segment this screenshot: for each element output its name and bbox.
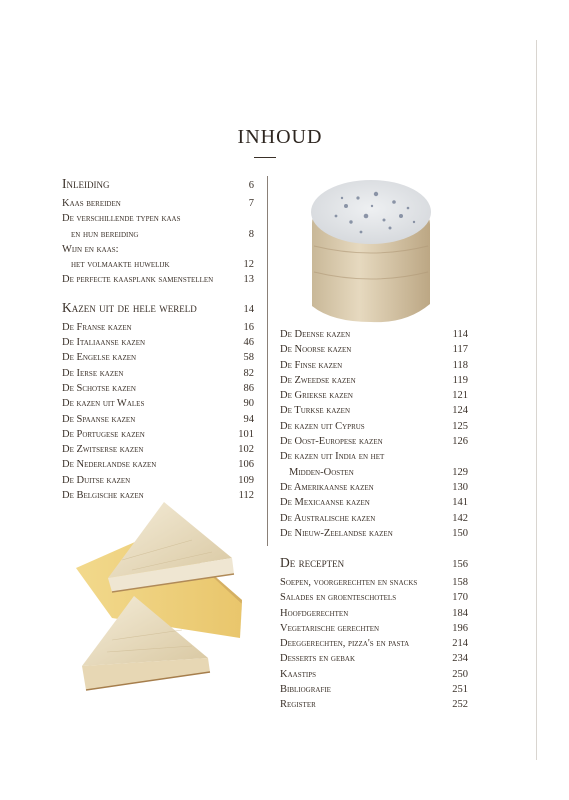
toc-entry-label: Vegetarische gerechten	[280, 622, 380, 634]
toc-entry[interactable]	[62, 366, 254, 381]
toc-entry[interactable]	[280, 697, 468, 712]
toc-entry[interactable]	[62, 473, 254, 488]
toc-entry-page: 141	[452, 497, 468, 509]
section-heading-inleiding[interactable]	[62, 175, 254, 195]
heading-page: 156	[452, 559, 468, 570]
toc-entry-label: De Duitse kazen	[62, 474, 131, 486]
toc-right-column	[280, 327, 468, 541]
toc-entry-page: 101	[238, 428, 254, 440]
toc-entry[interactable]	[280, 651, 468, 666]
toc-entry-page: 13	[243, 274, 254, 286]
toc-entry-page: 214	[452, 638, 468, 650]
toc-entry[interactable]	[280, 636, 468, 651]
toc-entry[interactable]	[280, 342, 468, 357]
toc-entry[interactable]	[62, 196, 254, 211]
toc-entry-label: De kazen uit Cyprus	[280, 420, 365, 432]
toc-entry-label: De verschillende typen kaas	[62, 213, 181, 225]
toc-entry[interactable]	[62, 350, 254, 365]
toc-entry-page: 184	[452, 607, 468, 619]
toc-entry-page: 114	[452, 329, 468, 340]
toc-entry-label: De Finse kazen	[280, 359, 343, 371]
toc-entry[interactable]	[280, 575, 468, 590]
toc-entry-page: 234	[452, 653, 468, 665]
toc-entry-label: Desserts en gebak	[280, 653, 356, 665]
toc-entry[interactable]	[62, 320, 254, 335]
toc-entry-page: 7	[248, 198, 254, 209]
toc-entry[interactable]	[62, 242, 254, 257]
heading-page: 6	[248, 180, 254, 191]
toc-entry-label: het volmaakte huwelijk	[71, 259, 170, 271]
toc-entry-label: De Griekse kazen	[280, 390, 353, 402]
toc-entry-label: De Oost-Europese kazen	[280, 436, 383, 448]
toc-entry-label: Hoofdgerechten	[280, 607, 349, 619]
toc-entry-page: 118	[452, 359, 468, 371]
toc-entry[interactable]	[280, 511, 468, 526]
toc-entry-label: Deeggerechten, pizza's en pasta	[280, 638, 410, 650]
toc-entry[interactable]	[280, 495, 468, 510]
toc-entry-label: De Ierse kazen	[62, 367, 124, 379]
toc-entry-label: De Deense kazen	[280, 329, 351, 340]
toc-entry-label: De Franse kazen	[62, 321, 132, 333]
toc-entry-label: De Spaanse kazen	[62, 413, 136, 425]
toc-entry[interactable]	[280, 526, 468, 541]
toc-entry-label: en hun bereiding	[71, 228, 139, 240]
section-heading-kazen[interactable]	[62, 299, 254, 319]
toc-entry[interactable]	[62, 211, 254, 226]
toc-entry-page: 117	[452, 344, 468, 356]
toc-entry-label: De Engelse kazen	[62, 352, 137, 364]
toc-entry-label: De Belgische kazen	[62, 490, 144, 502]
toc-entry-page: 251	[452, 684, 468, 696]
toc-entry-label: De Zweedse kazen	[280, 374, 356, 386]
toc-entry-label: De Nieuw-Zeelandse kazen	[280, 527, 393, 539]
toc-entry[interactable]	[62, 381, 254, 396]
toc-entry-label: De Zwitserse kazen	[62, 444, 144, 456]
toc-entry-page: 8	[248, 228, 254, 240]
toc-entry-page: 94	[243, 413, 254, 425]
toc-entry[interactable]	[280, 327, 468, 342]
toc-entry[interactable]	[280, 621, 468, 636]
toc-entry-label: Register	[280, 699, 316, 711]
toc-entry-page: 252	[452, 699, 468, 711]
toc-entry-page: 112	[238, 490, 254, 502]
toc-entry-page: 196	[452, 622, 468, 634]
toc-entry[interactable]	[280, 590, 468, 605]
toc-entry-label: De Portugese kazen	[62, 428, 145, 440]
toc-entry[interactable]	[62, 272, 254, 287]
toc-recepten-section	[280, 554, 468, 713]
toc-entry[interactable]	[62, 412, 254, 427]
toc-entry-page: 109	[238, 474, 254, 486]
toc-entry-label: Wijn en kaas:	[62, 243, 119, 255]
toc-entry[interactable]	[62, 442, 254, 457]
toc-entry-label: De Amerikaanse kazen	[280, 481, 374, 493]
toc-entry-label: Bibliografie	[280, 684, 331, 696]
toc-entry-page: 46	[243, 337, 254, 349]
toc-entry-page: 170	[452, 592, 468, 604]
toc-entry[interactable]	[280, 465, 468, 480]
toc-entry-page: 142	[452, 512, 468, 524]
toc-entry-page: 106	[238, 459, 254, 471]
toc-entry-page: 124	[452, 405, 468, 417]
toc-entry-page: 102	[238, 444, 254, 456]
toc-entry-page: 86	[243, 382, 254, 394]
toc-entry[interactable]	[280, 480, 468, 495]
toc-entry[interactable]	[280, 606, 468, 621]
toc-entry[interactable]	[62, 257, 254, 272]
toc-entry-label: Salades en groenteschotels	[280, 592, 397, 604]
toc-entry-page: 125	[452, 420, 468, 432]
toc-entry[interactable]	[62, 227, 254, 242]
toc-entry-label: De Italiaanse kazen	[62, 337, 146, 349]
toc-entry[interactable]	[62, 457, 254, 472]
toc-entry-label: De Nederlandse kazen	[62, 459, 157, 471]
toc-entry-label: Kaas bereiden	[62, 198, 121, 209]
toc-entry-page: 119	[452, 374, 468, 386]
toc-entry[interactable]	[280, 434, 468, 449]
toc-entry-label: De perfecte kaasplank samenstellen	[62, 274, 214, 286]
toc-entry-page: 82	[243, 367, 254, 379]
heading-label: De recepten	[280, 555, 345, 570]
toc-entry[interactable]	[62, 427, 254, 442]
brie-wedges-photo	[72, 500, 252, 695]
section-heading-recepten[interactable]	[280, 554, 468, 574]
column-divider	[267, 176, 268, 546]
title-rule	[254, 157, 276, 158]
toc-entry[interactable]	[280, 682, 468, 697]
toc-entry-page: 126	[452, 436, 468, 448]
toc-entry-label: De kazen uit Wales	[62, 398, 145, 410]
toc-entry-label: Soepen, voorgerechten en snacks	[280, 577, 418, 588]
toc-entry-label: De Schotse kazen	[62, 382, 136, 394]
toc-entry[interactable]	[280, 403, 468, 418]
toc-entry-label: De Turkse kazen	[280, 405, 350, 417]
heading-label: Inleiding	[62, 176, 110, 191]
toc-entry[interactable]	[280, 667, 468, 682]
toc-entry-page: 58	[243, 352, 254, 364]
heading-label: Kazen uit de hele wereld	[62, 299, 197, 315]
page-title: INHOUD	[237, 126, 323, 148]
toc-entry-page: 158	[452, 577, 468, 588]
toc-entry[interactable]	[280, 388, 468, 403]
toc-entry-label: De kazen uit India en het	[280, 451, 385, 463]
heading-page: 14	[243, 303, 254, 315]
toc-entry-label: De Australische kazen	[280, 512, 376, 524]
toc-entry-label: Kaastips	[280, 668, 316, 680]
toc-entry-page: 12	[243, 259, 254, 271]
toc-entry[interactable]	[280, 419, 468, 434]
toc-entry-page: 250	[452, 668, 468, 680]
toc-left-column	[62, 175, 254, 503]
toc-entry[interactable]	[62, 335, 254, 350]
toc-entry-label: De Mexicaanse kazen	[280, 497, 370, 509]
toc-entry-page: 90	[243, 398, 254, 410]
toc-entry-page: 130	[452, 481, 468, 493]
toc-entry[interactable]	[280, 358, 468, 373]
toc-entry-page: 129	[452, 466, 468, 478]
toc-entry[interactable]	[280, 373, 468, 388]
toc-entry-label: De Noorse kazen	[280, 344, 352, 356]
toc-entry-label: Midden-Oosten	[289, 466, 354, 478]
toc-entry[interactable]	[280, 449, 468, 464]
blue-cheese-photo	[306, 176, 436, 326]
toc-entry-page: 150	[452, 527, 468, 539]
toc-entry-page: 16	[243, 321, 254, 333]
toc-entry[interactable]	[62, 396, 254, 411]
toc-entry-page: 121	[452, 390, 468, 402]
